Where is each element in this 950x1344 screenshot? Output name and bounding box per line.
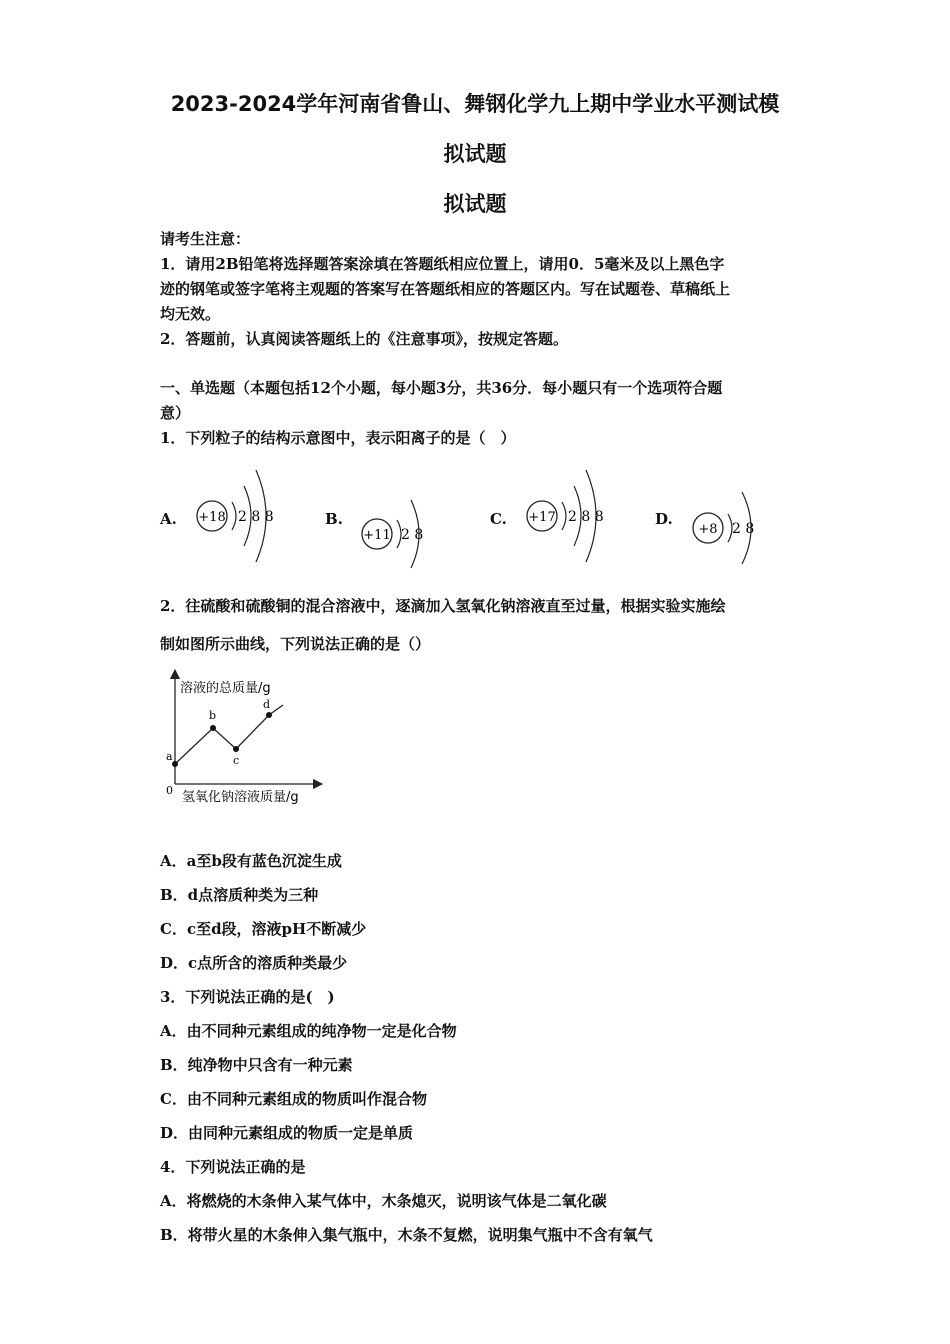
point-c-label: c	[233, 754, 240, 767]
electron-shells: 2 8	[401, 527, 424, 543]
question-1-stem: 1．下列粒子的结构示意图中，表示阳离子的是（ ）	[160, 429, 516, 447]
origin-label: 0	[166, 784, 173, 797]
q2-option-d: D．c点所含的溶质种类最少	[160, 954, 348, 972]
q3-option-c: C．由不同种元素组成的物质叫作混合物	[160, 1090, 427, 1108]
q3-option-a: A．由不同种元素组成的纯净物一定是化合物	[160, 1022, 457, 1040]
point-c	[233, 746, 239, 752]
electron-shells: 2 8	[732, 521, 755, 537]
notice-item-1-line-3: 均无效。	[160, 305, 221, 323]
point-d	[266, 712, 272, 718]
notice-item-2: 2．答题前，认真阅读答题纸上的《注意事项》，按规定答题。	[160, 330, 568, 348]
q4-option-a: A．将燃烧的木条伸入某气体中，木条熄灭，说明该气体是二氧化碳	[160, 1192, 607, 1210]
section-heading-line-1: 一、单选题（本题包括12个小题，每小题3分，共36分．每小题只有一个选项符合题	[160, 379, 723, 397]
exam-title-line-3: 拟试题	[443, 192, 507, 216]
x-axis-label: 氢氧化钠溶液质量/g	[182, 790, 299, 805]
q4-option-b: B．将带火星的木条伸入集气瓶中，木条不复燃，说明集气瓶中不含有氧气	[160, 1226, 653, 1244]
electron-shells: 2 8 8	[238, 509, 274, 525]
point-a	[172, 761, 178, 767]
question-2-stem-line-2: 制如图所示曲线，下列说法正确的是（）	[160, 635, 431, 653]
nucleus-charge: +11	[363, 528, 391, 543]
nucleus-charge: +8	[698, 522, 718, 537]
atom-diagram-d	[688, 480, 768, 570]
notice-item-1-line-2: 迹的钢笔或签字笔将主观题的答案写在答题纸相应的答题区内。写在试题卷、草稿纸上	[160, 280, 731, 298]
exam-title-line-2: 拟试题	[443, 142, 507, 166]
question-3-stem: 3．下列说法正确的是( )	[160, 988, 335, 1006]
atom-diagram-a	[190, 458, 290, 568]
q1-option-a-label: A.	[160, 510, 177, 528]
question-2-stem-line-1: 2．往硫酸和硫酸铜的混合溶液中，逐滴加入氢氧化钠溶液直至过量，根据实验实施绘	[160, 597, 726, 615]
q2-option-a: A．a至b段有蓝色沉淀生成	[160, 852, 342, 870]
q3-option-b: B．纯净物中只含有一种元素	[160, 1056, 353, 1074]
y-axis-label: 溶液的总质量/g	[180, 681, 271, 696]
notice-heading: 请考生注意：	[160, 230, 251, 248]
notice-item-1-line-1: 1．请用2B铅笔将选择题答案涂填在答题纸相应位置上，请用0．5毫米及以上黑色字	[160, 255, 725, 273]
exam-title-line-1: 2023-2024学年河南省鲁山、舞钢化学九上期中学业水平测试模	[170, 92, 780, 116]
mass-curve-graph	[158, 668, 328, 813]
q3-option-d: D．由同种元素组成的物质一定是单质	[160, 1124, 414, 1142]
point-a-label: a	[166, 750, 173, 763]
question-4-stem: 4．下列说法正确的是	[160, 1158, 306, 1176]
nucleus-charge: +18	[198, 510, 226, 525]
point-b	[210, 725, 216, 731]
q1-option-b-label: B.	[325, 510, 343, 528]
point-b-label: b	[209, 709, 217, 722]
section-heading-line-2: 意）	[160, 404, 191, 422]
atom-diagram-c	[520, 458, 620, 568]
nucleus-charge: +17	[528, 510, 556, 525]
atom-diagram-b	[355, 486, 435, 576]
q2-option-c: C．c至d段，溶液pH不断减少	[160, 920, 367, 938]
q1-option-c-label: C.	[490, 510, 507, 528]
point-d-label: d	[263, 698, 271, 711]
q2-option-b: B．d点溶质种类为三种	[160, 886, 319, 904]
electron-shells: 2 8 8	[568, 509, 604, 525]
q1-option-d-label: D.	[655, 510, 673, 528]
